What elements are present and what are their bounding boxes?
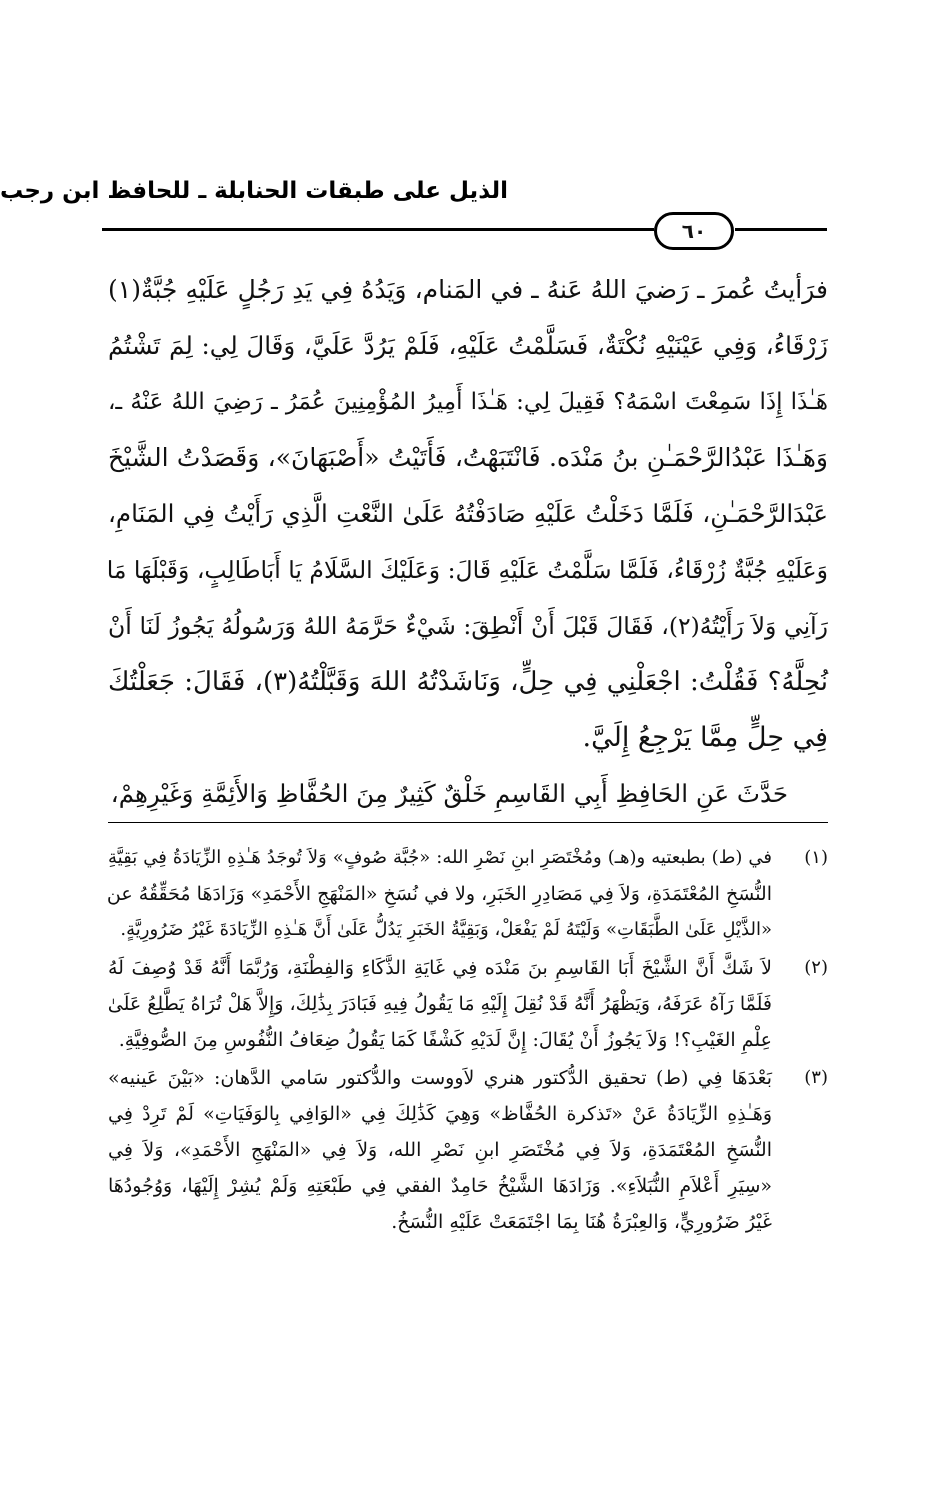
footnote-line: بَعْدَهَا فِي (ط) تحقيق الدُّكتور هنري لاَووست والدُّكتور سَامي الدَّهان: «بَيْنَ عَينيه» [108, 1067, 772, 1089]
page-number: ٦٠ [654, 212, 734, 250]
footnote-line: لاَ شَكَّ أَنَّ الشَّيْخَ أَبَا القَاسِمِ بنَ مَنْدَه فِي غَايَةِ الذَّكَاءِ وَالفِطْنَةِ، وَرُبَّمَا أَنَّهُ قَدْ وُصِفَ لَهُ [108, 957, 772, 979]
text-line: فِي حِلٍّ مِمَّا يَرْجِعُ إِلَيَّ. [582, 722, 828, 753]
footnote-line: عِلْمِ الغَيْبِ؟! وَلاَ يَجُوزُ أَنْ يُقَالَ: إِنَّ لَدَيْهِ كَشْفًا كَمَا يَقُولُ ضِعَافُ النُّفُوسِ مِنَ الصُّوفِيَّةِ. [118, 1029, 772, 1051]
footnote-line: فَلَمَّا رَآهُ عَرَفَهُ، وَيَظْهَرُ أَنَّهُ قَدْ نُقِلَ إِلَيْهِ مَا يَقُولُ فِيهِ فَبَادَرَ بِذَٰلِكَ، وَإِلاَّ هَلْ تُرَاهُ يَطَّلِعُ عَلَىٰ [107, 993, 772, 1015]
header-rule-right [735, 228, 827, 231]
footnote-line: النُّسَخِ المُعْتَمَدَةِ، وَلاَ فِي مَصَادِرِ الخَبَرِ، ولا في نُسَخِ «المَنْهَجِ الأَحْمَدِ» وَزَادَهَا مُحَقِّقُهُ عن [106, 883, 772, 905]
footnote-line: النُّسَخِ المُعْتَمَدَةِ، وَلاَ فِي مُخْتَصَرِ ابنِ نَصْرِ الله، وَلاَ فِي «المَنْهَجِ الأَحْمَدِ»، وَلاَ فِي [108, 1139, 772, 1161]
footnote-divider [108, 822, 828, 823]
text-line: رَآنِي وَلاَ رَأَيْتُهُ(٢)، فَقَالَ قَبْلَ أَنْ أَنْطِقَ: شَيْءٌ حَرَّمَهُ اللهُ وَرَسُولُهُ يَجُوزُ لَنَا أَنْ [108, 612, 828, 640]
footnote-line: وَهَـٰذِهِ الزِّيَادَةُ عَنْ «تَذكرة الحُفَّاظ» وَهِيَ كَذَٰلِكَ فِي «الوَافِي بِالوَفَيَاتِ» لَمْ تَرِدْ فِي [108, 1103, 772, 1125]
footnote-number: (٢) [804, 957, 828, 978]
paragraph-start-line: حَدَّثَ عَنِ الحَافِظِ أَبِي القَاسِمِ خَلْقٌ كَثِيرٌ مِنَ الحُفَّاظِ وَالأَئِمَّةِ وَغَيْرِهِمْ، [110, 779, 788, 808]
footnote-line: في (ط) بطبعتيه و(هـ) ومُخْتَصَرِ ابنِ نَصْرِ الله: «جُبَّة صُوفٍ» وَلاَ تُوجَدُ هَـٰذِهِ الزِّيَادَةُ فِي بَقِيَّةِ [108, 847, 772, 868]
footnote-line: «الذَّيْلِ عَلَىٰ الطَّبَقَاتِ» وَلَيْتَهُ لَمْ يَفْعَلْ، وَبَقِيَّةُ الخَبَرِ يَدُلُّ عَلَىٰ أَنَّ هَـٰذِهِ الزِّيَادَةَ غَيْرُ ضَرُورِيَّةٍ. [120, 919, 772, 940]
footnote-line: غَيْرُ ضَرُورِيٍّ، وَالعِبْرَةُ هُنَا بِمَا اجْتَمَعَتْ عَلَيْهِ النُّسَخُ. [391, 1211, 772, 1233]
header-rule-left [102, 228, 654, 231]
text-line: وَهَـٰذَا عَبْدُالرَّحْمَـٰنِ بنُ مَنْدَه. فَانْتَبَهْتُ، فَأَتَيْتُ «أَصْبَهَانَ»، وَقَصَدْتُ الشَّيْخَ [108, 443, 828, 472]
footnote-3 [108, 1060, 828, 1240]
text-line: عَبْدَالرَّحْمَـٰنِ، فَلَمَّا دَخَلْتُ عَلَيْهِ صَادَفْتُهُ عَلَىٰ النَّعْتِ الَّذِي رَأَيْتُ فِي المَنَامِ، [108, 499, 828, 528]
footnote-number: (٣) [804, 1067, 828, 1088]
footnotes [108, 840, 828, 1242]
footnote-2 [108, 950, 828, 1058]
running-header-title: الذيل على طبقات الحنابلة ـ للحافظ ابن رجب [0, 178, 508, 204]
text-line: زَرْقَاءُ، وَفِي عَيْنَيْهِ نُكْتَةٌ، فَسَلَّمْتُ عَلَيْهِ، فَلَمْ يَرُدَّ عَلَيَّ، وَقَالَ لِي: لِمَ تَشْتُمُ [108, 331, 828, 360]
footnote-1 [108, 840, 828, 948]
text-line: هَـٰذَا إِذَا سَمِعْتَ اسْمَهُ؟ فَقِيلَ لِي: هَـٰذَا أَمِيرُ المُؤْمِنِينَ عُمَرُ ـ رَضِيَ اللهُ عَنْهُ ـ، [108, 389, 828, 415]
text-line: وَعَلَيْهِ جُبَّةٌ زُرْقَاءُ، فَلَمَّا سَلَّمْتُ عَلَيْهِ قَالَ: وَعَلَيْكَ السَّلَامُ يَا أَبَاطَالِبٍ، وَقَبْلَهَا مَا [106, 556, 828, 584]
footnote-number: (١) [804, 847, 828, 868]
text-line: نُحِلَّهُ؟ فَقُلْتُ: اجْعَلْنِي فِي حِلٍّ، وَنَاشَدْتُهُ اللهَ وَقَبَّلْتُهُ(٣)، فَقَالَ: جَعَلْتُكَ [108, 667, 829, 697]
footnote-line: «سِيَرِ أَعْلاَمِ النُّبَلاَءِ». وَزَادَهَا الشَّيْخُ حَامِدٌ الفقي فِي طَبْعَتِهِ وَلَمْ يُشِرْ إِلَيْهَا، وَوُجُودُهَا [108, 1175, 772, 1197]
main-text [108, 262, 828, 822]
text-line: فرَأيتُ عُمرَ ـ رَضيَ اللهُ عَنهُ ـ في المَنام، وَيَدُهُ فِي يَدِ رَجُلٍ عَلَيْهِ جُبَّةٌ(١) [108, 275, 828, 304]
